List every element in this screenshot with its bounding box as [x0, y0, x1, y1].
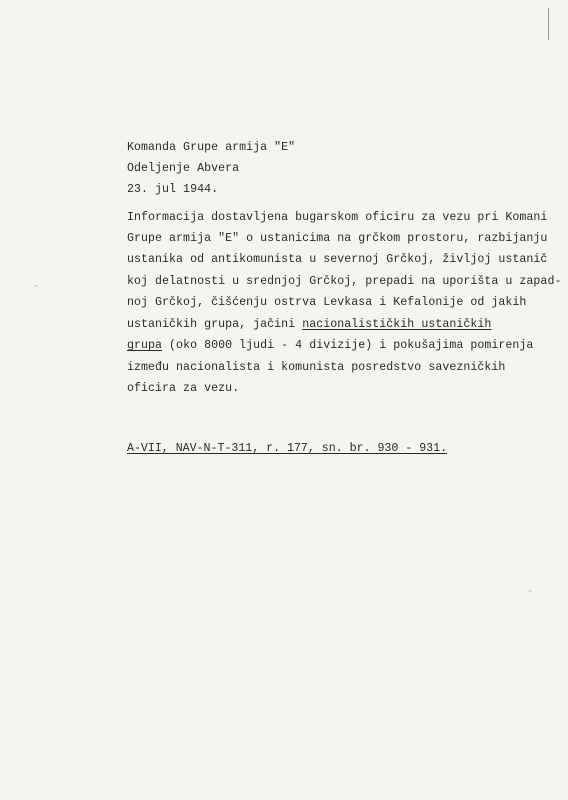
body-line: Grupe armija "E" o ustanicima na grčkom prostoru, razbijanju	[127, 232, 548, 245]
paper-speck	[528, 590, 532, 592]
header-command: Komanda Grupe armija "E"	[127, 141, 296, 154]
body-line: oficira za vezu.	[127, 382, 240, 395]
underlined-text: nacionalističkih ustaničkih	[302, 318, 492, 331]
body-text: (oko 8000 ljudi - 4 divizije) i pokušajima pomirenja	[162, 339, 534, 352]
body-line: između nacionalista i komunista posredstvo savezničkih	[127, 361, 506, 374]
body-line	[127, 318, 491, 332]
underlined-text: grupa	[127, 339, 163, 352]
header-date: 23. jul 1944.	[127, 183, 219, 196]
paper-speck	[34, 285, 38, 287]
body-line: noj Grčkoj, čišćenju ostrva Levkasa i Kefalonije od jakih	[127, 296, 527, 309]
archive-reference: A-VII, NAV-N-T-311, r. 177, sn. br. 930 - 931.	[127, 442, 448, 455]
body-line: Informacija dostavljena bugarskom oficiru za vezu pri Komani	[127, 211, 548, 224]
body-text: ustaničkih grupa, jačini	[127, 318, 303, 331]
body-line: ustanika od antikomunista u severnoj Grčkoj, življoj ustanič	[127, 253, 548, 266]
header-department: Odeljenje Abvera	[127, 162, 240, 175]
body-line	[127, 339, 533, 353]
body-line: koj delatnosti u srednjoj Grčkoj, prepadi na uporišta u zapad-	[127, 275, 562, 288]
page-edge-mark	[548, 8, 549, 40]
